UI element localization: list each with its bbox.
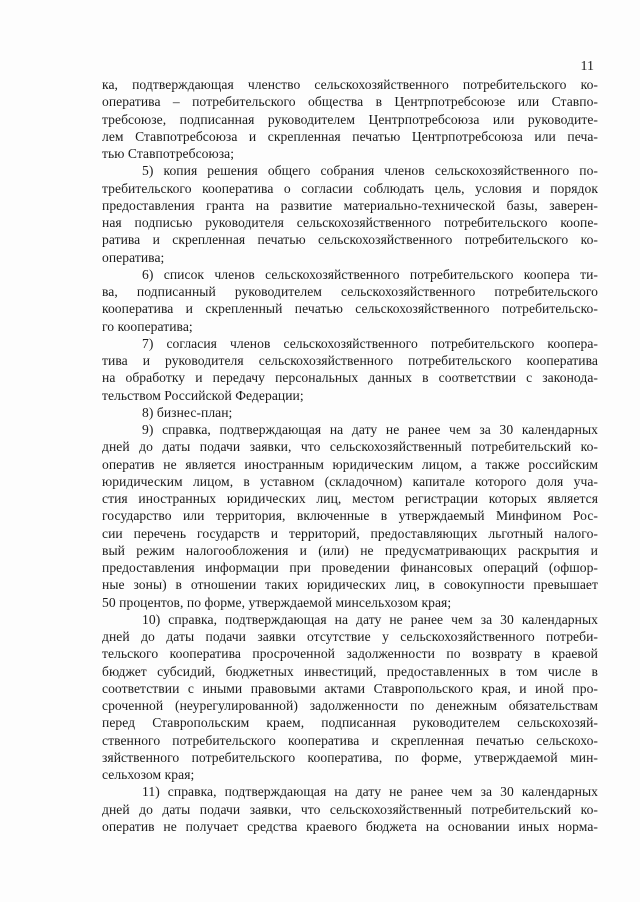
text-line: вый режим налогообложения и (или) не предусматривающих раскрытия и bbox=[102, 542, 598, 558]
page-number: 11 bbox=[580, 59, 594, 74]
text-line: требительского кооператива о согласии соблюдать цель, условия и порядок bbox=[102, 180, 598, 196]
text-line: 8) бизнес-план; bbox=[142, 404, 233, 420]
text-line: перед Ставропольским краем, подписанная руководителем сельскохозяй- bbox=[102, 715, 598, 731]
text-line: 7) согласия членов сельскохозяйственного потребительского коопера- bbox=[142, 335, 598, 351]
text-line: оператив не получает средства краевого бюджета на основании иных норма- bbox=[102, 818, 598, 834]
text-line: тельством Российской Федерации; bbox=[102, 387, 304, 403]
text-line: сроченной (неурегулированной) задолженности по денежным обязательствам bbox=[102, 698, 598, 713]
text-line: предоставления гранта на развитие материально-технической базы, заверен- bbox=[102, 197, 598, 213]
text-line: ные зоны) в отношении таких юридических лиц, в совокупности превышает bbox=[102, 577, 598, 593]
text-line: на обработку и передачу персональных данных в соответствии с законода- bbox=[102, 370, 598, 386]
text-line: 11) справка, подтверждающая на дату не ранее чем за 30 календарных bbox=[142, 784, 598, 800]
text-line: 5) копия решения общего собрания членов сельскохозяйственного по- bbox=[142, 163, 598, 179]
text-line: лем Ставпотребсоюза и скрепленная печатью Центрпотребсоюза или печа- bbox=[102, 128, 598, 144]
document-body bbox=[102, 76, 598, 835]
text-line: тива и руководителя сельскохозяйственного потребительского кооператива bbox=[102, 353, 598, 368]
text-line: сии перечень государств и территорий, предоставляющих льготный налого- bbox=[102, 525, 598, 541]
text-line: 10) справка, подтверждающая на дату не ранее чем за 30 календарных bbox=[142, 611, 598, 627]
text-line: кооператива и скрепленный печатью сельскохозяйственного потребительско- bbox=[102, 301, 598, 317]
text-line: бюджет субсидий, бюджетных инвестиций, предоставленных в том числе в bbox=[102, 663, 598, 679]
text-line: дней до даты подачи заявки, что сельскохозяйственный потребительский ко- bbox=[102, 801, 598, 817]
text-line: предоставления информации при проведении финансовых операций (офшор- bbox=[102, 560, 598, 575]
text-line: 9) справка, подтверждающая на дату не ранее чем за 30 календарных bbox=[142, 422, 598, 437]
text-line: тью Ставпотребсоюза; bbox=[102, 146, 235, 161]
text-line: государство или территория, включенные в утверждаемый Минфином Рос- bbox=[102, 508, 598, 524]
text-line: 6) список членов сельскохозяйственного потребительского коопера ти- bbox=[142, 266, 598, 282]
text-line: ная подписью руководителя сельскохозяйственного потребительского коопе- bbox=[102, 215, 598, 230]
text-line: ратива и скрепленная печатью сельскохозяйственного потребительского ко- bbox=[102, 232, 598, 248]
text-line: ственного потребительского кооператива и скрепленная печатью сельскохо- bbox=[102, 732, 598, 748]
text-line: дней до даты подачи заявки отсутствие у сельскохозяйственного потреби- bbox=[102, 629, 598, 644]
text-line: ка, подтверждающая членство сельскохозяйственного потребительского ко- bbox=[102, 77, 598, 92]
text-line: дней до даты подачи заявки, что сельскохозяйственный потребительский ко- bbox=[102, 439, 598, 455]
text-line: оператива – потребительского общества в Центрпотребсоюзе или Ставпо- bbox=[102, 94, 598, 110]
text-line: 50 процентов, по форме, утверждаемой минсельхозом края; bbox=[102, 594, 452, 610]
text-line: тельского кооператива просроченной задолженности по возврату в краевой bbox=[102, 646, 598, 662]
text-line: оператива; bbox=[102, 249, 165, 265]
text-line: юридическим лицом, в уставном (складочном) капитале которого доля уча- bbox=[102, 473, 598, 489]
text-line: сельхозом края; bbox=[102, 767, 195, 782]
text-line: го кооператива; bbox=[102, 318, 193, 334]
text-line: стия иностранных юридических лиц, местом регистрации которых является bbox=[102, 491, 598, 506]
text-line: зяйственного потребительского кооператива, по форме, утверждаемой мин- bbox=[102, 749, 598, 765]
text-line: оператив не является иностранным юридическим лицом, а также российским bbox=[102, 456, 598, 472]
text-line: соответствии с иными правовыми актами Ставропольского края, и иной про- bbox=[102, 680, 598, 696]
text-line: ва, подписанный руководителем сельскохозяйственного потребительского bbox=[102, 284, 598, 299]
text-line: требсоюзе, подписанная руководителем Центрпотребсоюза или руководите- bbox=[102, 111, 598, 127]
